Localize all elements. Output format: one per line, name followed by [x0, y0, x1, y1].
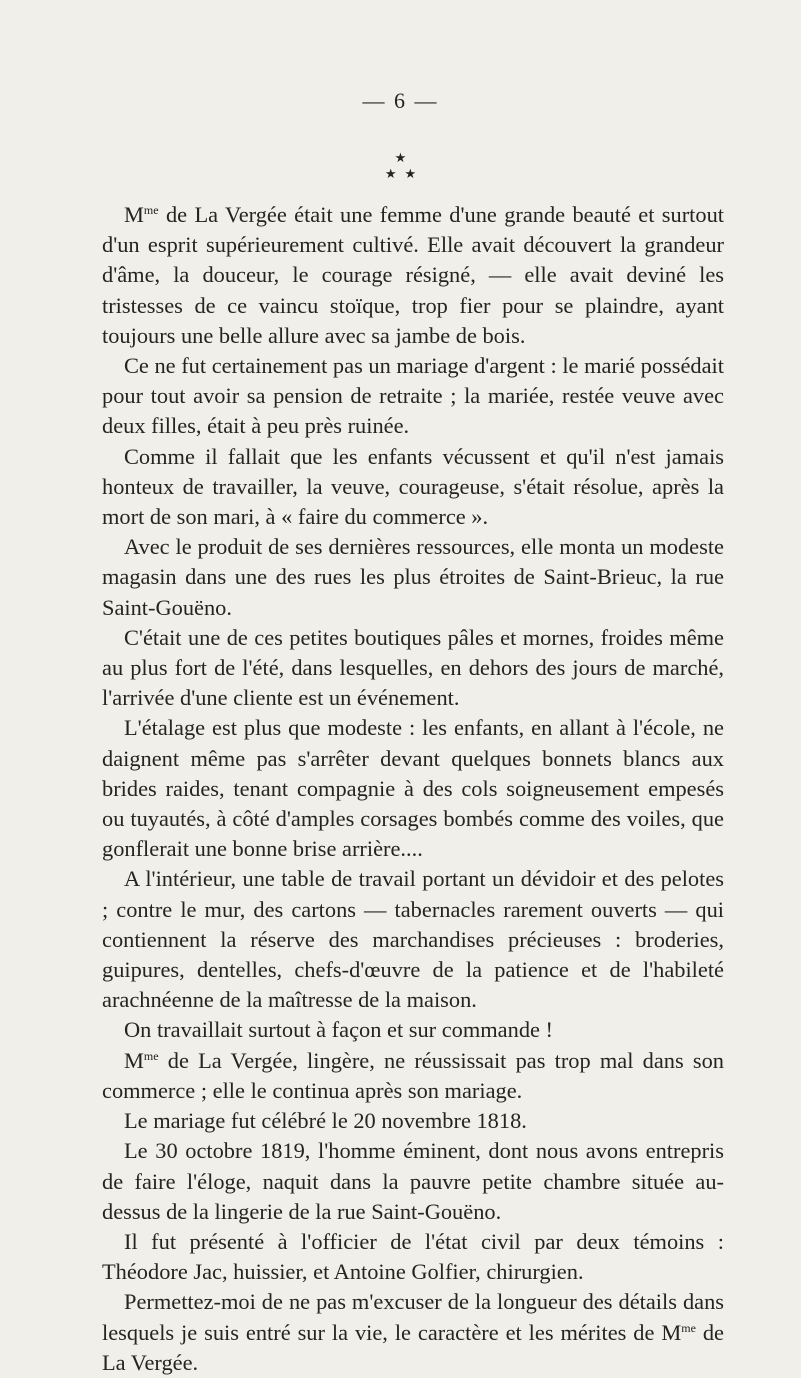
paragraph-3: Comme il fallait que les enfants vécussent et qu'il n'est jamais honteux de travailler, la veuve, courageuse, s'était résolue, après la mort de son mari, à « faire du commerce ». [102, 443, 724, 530]
honorific: M [661, 1319, 682, 1345]
paragraph-2: Ce ne fut certainement pas un mariage d'argent : le marié possédait pour tout avoir sa pension de retraite ; la mariée, restée veuve avec deux filles, était à peu près ruinée. [102, 353, 724, 439]
honorific: M [124, 202, 144, 227]
paragraph-10: Le mariage fut célébré le 20 novembre 1818. [124, 1108, 527, 1134]
paragraph-8: On travaillait surtout à façon et sur commande ! [124, 1017, 554, 1043]
paragraph-1 [102, 200, 724, 351]
honorific-suffix: me [143, 203, 159, 217]
paragraph-text: de La Vergée était une femme d'une grande beauté et surtout d'un esprit supérieurement cultivé. Elle avait découvert la grandeur d'âme, la douceur, le courage résigné, — elle avait deviné les tristesses de ce vaincu stoïque, trop fier pour se plaindre, ayant toujours une belle allure avec sa jambe de bois. [102, 202, 724, 348]
paragraph-5: C'était une de ces petites boutiques pâles et mornes, froides même au plus fort de l'été, dans lesquelles, en dehors des jours de marché, l'arrivée d'une cliente est un événement. [102, 624, 724, 711]
honorific: M [124, 1047, 144, 1073]
paragraph-11: Le 30 octobre 1819, l'homme éminent, dont nous avons entrepris de faire l'éloge, naquit dans la pauvre petite chambre située au-dessus de la lingerie de la rue Saint-Gouëno. [102, 1138, 724, 1224]
paragraph-6: L'étalage est plus que modeste : les enfants, en allant à l'école, ne daignent même pas s'arrêter devant quelques bonnets blancs aux brides raides, tenant compagnie à des cols soigneusement empesés ou tuyautés, à côté d'amples corsages bombés comme des voiles, que gonflerait une bonne brise arrière.... [102, 715, 724, 862]
asterism-ornament: ★ ★★ [384, 150, 425, 181]
paragraph-text: de La Vergée, lingère, ne réussissait pas trop mal dans son commerce ; elle le continua après son mariage. [102, 1047, 724, 1103]
paragraph-4: Avec le produit de ses dernières ressources, elle monta un modeste magasin dans une des rues les plus étroites de Saint-Brieuc, la rue Saint-Gouëno. [102, 534, 724, 620]
paragraph-13 [102, 1287, 724, 1378]
paragraph-9 [102, 1046, 724, 1106]
paragraph-text-end: de La Vergée. [102, 1319, 724, 1375]
honorific-suffix: me [681, 1320, 696, 1335]
page-number: — 6 — [362, 88, 439, 113]
honorific-suffix: me [143, 1048, 159, 1063]
paragraph-text: Permettez-moi de ne pas m'excuser de la longueur des détails dans lesquels je suis entré sur la vie, le caractère et les mérites de [102, 1289, 724, 1345]
body-text [102, 200, 724, 1378]
paragraph-12: Il fut présenté à l'officier de l'état civil par deux témoins : Théodore Jac, huissier, et Antoine Golfier, chirurgien. [102, 1228, 724, 1285]
paragraph-7: A l'intérieur, une table de travail portant un dévidoir et des pelotes ; contre le mur, des cartons — tabernacles rarement ouverts — qui contiennent la réserve des marchandises précieuses : broderies, guipures, dentelles, chefs-d'œuvre de la patience et de l'habileté arachnéenne de la maîtresse de la maison. [102, 866, 724, 1013]
